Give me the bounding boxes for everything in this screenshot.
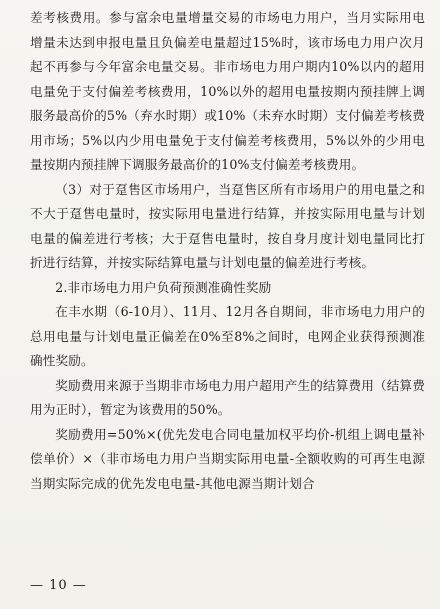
document-body: [30, 6, 425, 496]
paragraph: 奖励费用来源于当期非市场电力用户超用产生的结算费用（结算费用为正时），暂定为该费用的50%。: [30, 377, 425, 417]
section-heading: 2.非市场电力用户负荷预测准确性奖励: [55, 279, 272, 295]
paragraph: 奖励费用=50%×(优先发电合同电量加权平均价-机组上调电量补偿单价）×（非市场电力用户当期实际用电量-全额收购的可再生电源当期实际完成的优先发电电量-其他电源当期计划合: [30, 426, 425, 491]
paragraph: （3）对于趸售区市场用户，当趸售区所有市场用户的用电量之和不大于趸售电量时，按实际用电量进行结算，并按实际用电量与计划电量的偏差进行考核；大于趸售电量时，按自身月度计划电量同比打折进行结算，并按实际结算电量与计划电量的偏差进行考核。: [30, 181, 425, 270]
paragraph: 差考核费用。参与富余电量增量交易的市场电力用户，当月实际用电增量未达到申报电量且负偏差电量超过15%时，该市场电力用户次月起不再参与今年富余电量交易。非市场电力用户期内10%以内的超用电量免于支付偏差考核费用，10%以外的超用电量按期内预挂牌上调服务最高价的5%（弃水时期）或10%（未弃水时期）支付偏差考核费用市场；5%以内少用电量免于支付偏差考核费用，5%以外的少用电量按期内预挂牌下调服务最高价的10%支付偏差考核费用。: [30, 10, 425, 172]
paragraph: 在丰水期（6-10月）、11月、12月各自期间，非市场电力用户的总用电量与计划电量正偏差在0%至8%之间时，电网企业获得预测准确性奖励。: [30, 304, 425, 368]
page-number: — 10 —: [30, 578, 87, 593]
